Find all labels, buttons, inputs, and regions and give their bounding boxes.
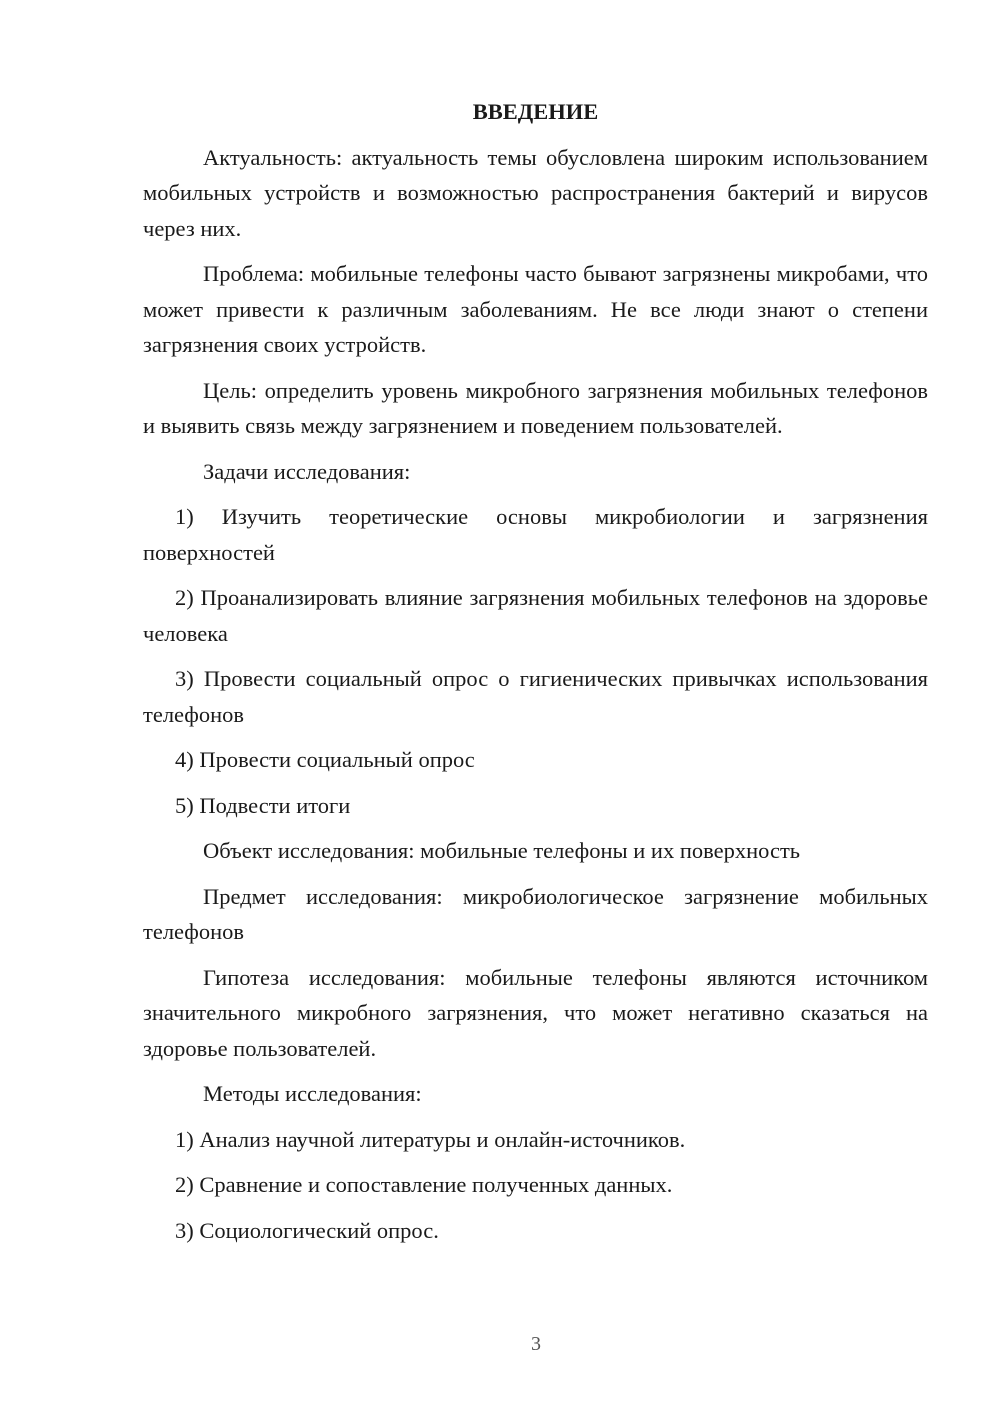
method-item-3: 3) Социологический опрос.: [175, 1217, 439, 1243]
hypothesis-paragraph: Гипотеза исследования: мобильные телефоны являются источником значительного микробного загрязнения, что может негативно сказаться на здоровье пользователей.: [143, 964, 928, 1061]
task-item-2: 2) Проанализировать влияние загрязнения мобильных телефонов на здоровье человека: [143, 585, 928, 646]
task-item-3: 3) Провести социальный опрос о гигиенических привычках использования телефонов: [143, 666, 928, 727]
page-content: [143, 94, 928, 1258]
problem-paragraph: Проблема: мобильные телефоны часто бывают загрязнены микробами, что может привести к различным заболеваниям. Не все люди знают о степени загрязнения своих устройств.: [143, 261, 928, 357]
research-subject-paragraph: Предмет исследования: микробиологическое загрязнение мобильных телефонов: [143, 883, 928, 944]
research-object-paragraph: Объект исследования: мобильные телефоны и их поверхность: [203, 838, 801, 863]
page-title: ВВЕДЕНИЕ: [472, 99, 599, 124]
relevance-paragraph: Актуальность: актуальность темы обусловлена широким использованием мобильных устройств и возможностью распространения бактерий и вирусов через них.: [143, 144, 928, 241]
method-item-1: 1) Анализ научной литературы и онлайн-источников.: [175, 1126, 686, 1152]
task-item-1: 1) Изучить теоретические основы микробиологии и загрязнения поверхностей: [143, 504, 928, 565]
goal-paragraph: Цель: определить уровень микробного загрязнения мобильных телефонов и выявить связь между загрязнением и поведением пользователей.: [143, 377, 928, 438]
methods-heading: Методы исследования:: [203, 1081, 422, 1106]
page-number: 3: [531, 1333, 541, 1355]
tasks-heading: Задачи исследования:: [203, 458, 411, 484]
task-item-5: 5) Подвести итоги: [175, 792, 351, 818]
method-item-2: 2) Сравнение и сопоставление полученных данных.: [175, 1172, 673, 1197]
task-item-4: 4) Провести социальный опрос: [175, 747, 475, 772]
